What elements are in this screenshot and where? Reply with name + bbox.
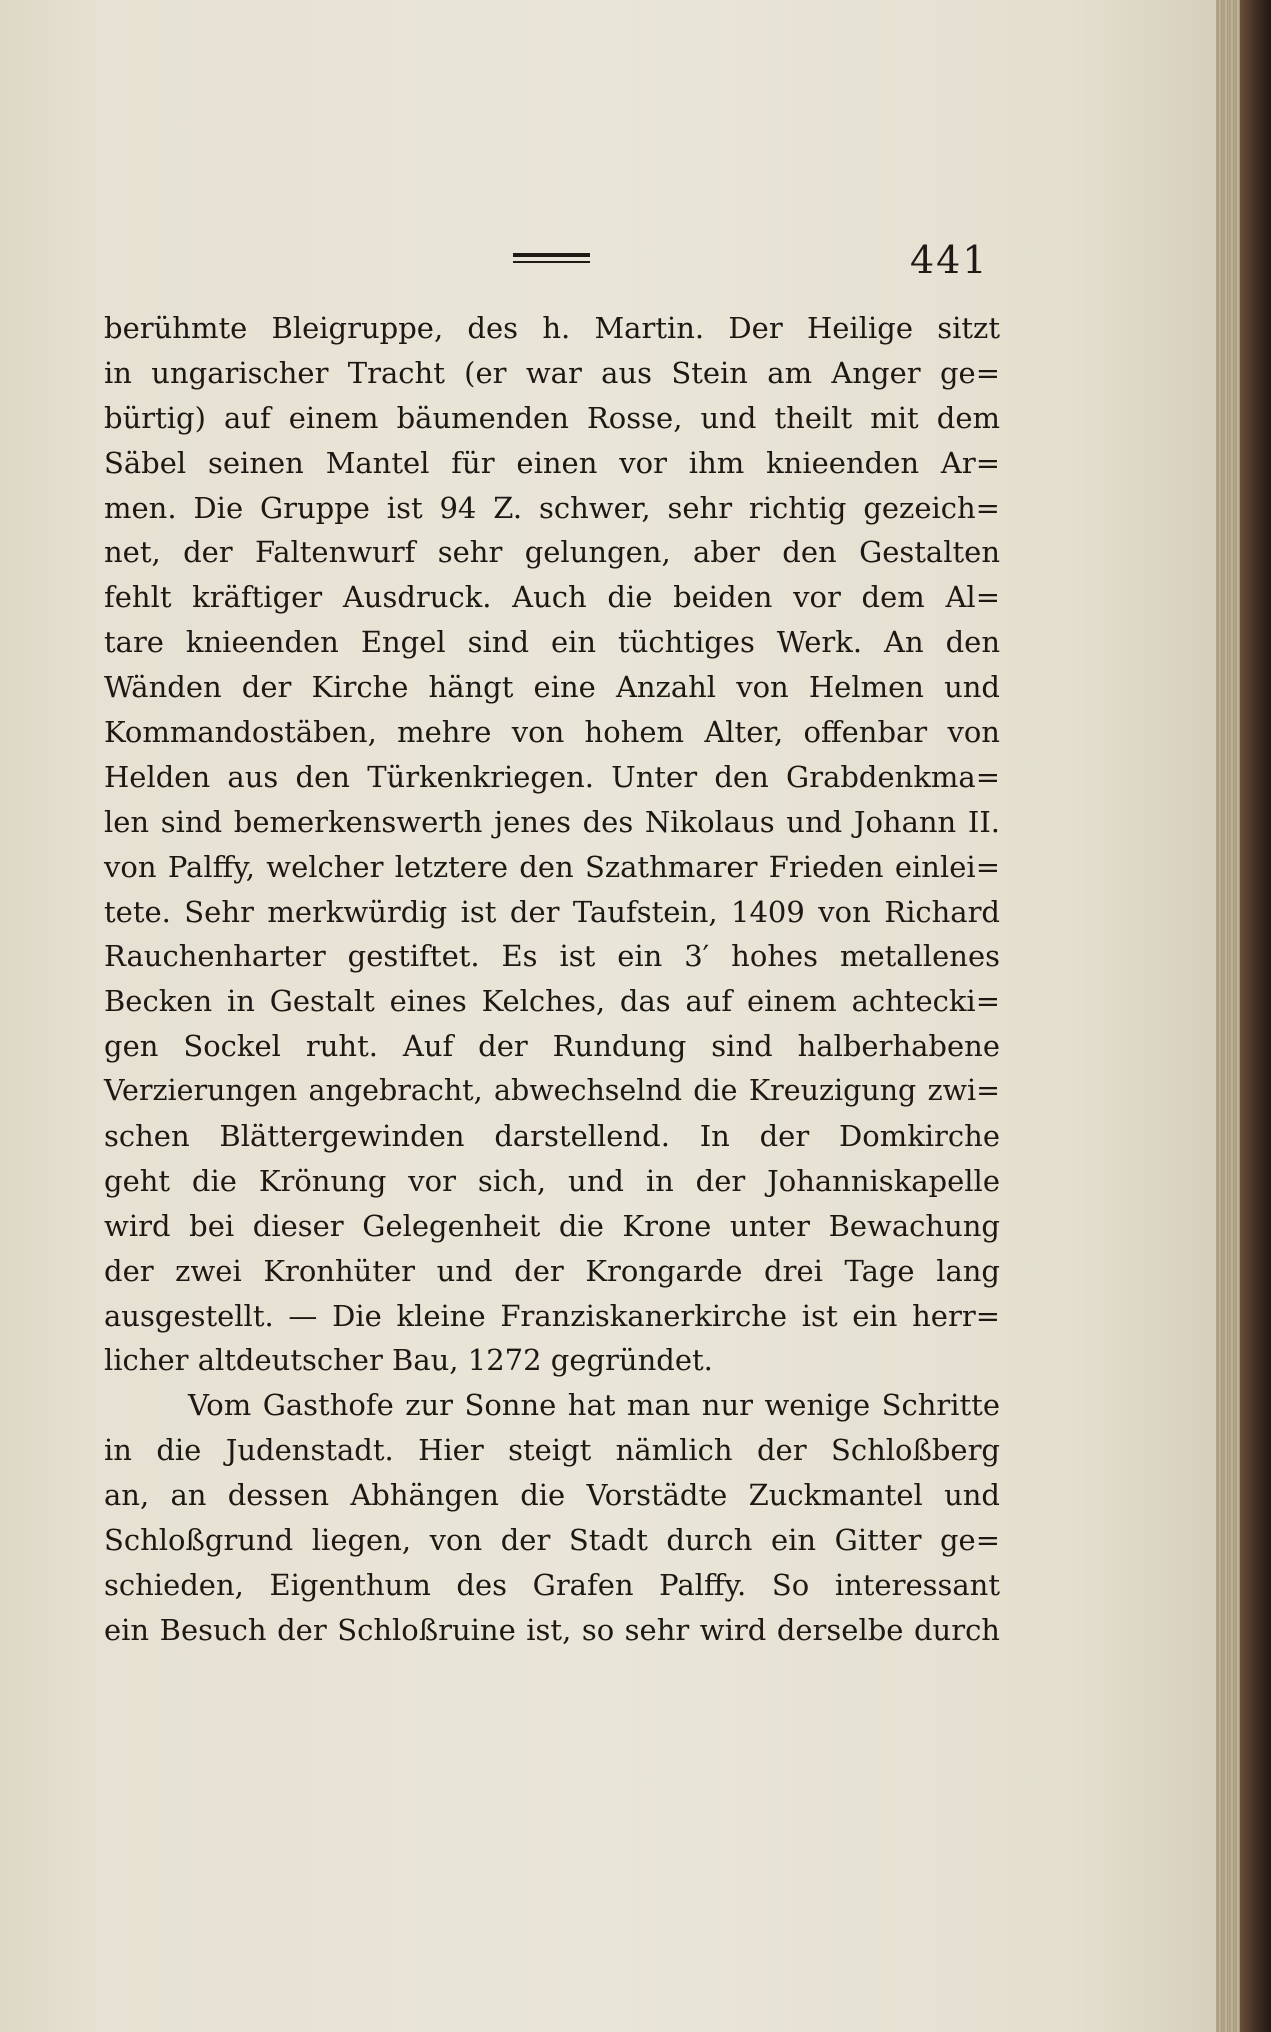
text-line: men. Die Gruppe ist 94 Z. schwer, sehr richtig gezeich= (104, 490, 1000, 525)
text-line: len sind bemerkenswerth jenes des Nikolaus und Johann II. (104, 804, 1000, 839)
text-line: fehlt kräftiger Ausdruck. Auch die beiden vor dem Al= (104, 580, 1000, 615)
text-line: licher altdeutscher Bau, 1272 gegründet. (104, 1343, 713, 1378)
page-number: 441 (910, 238, 989, 282)
text-line: Säbel seinen Mantel für einen vor ihm knieenden Ar= (104, 445, 1000, 480)
text-line: an, an dessen Abhängen die Vorstädte Zuckmantel und (104, 1478, 1000, 1513)
text-line: Vom Gasthofe zur Sonne hat man nur wenige Schritte (188, 1388, 1000, 1423)
rule-line-thin (513, 261, 590, 263)
text-line: ausgestellt. — Die kleine Franziskanerkirche ist ein herr= (104, 1298, 1000, 1333)
text-line: Becken in Gestalt eines Kelches, das auf einem achtecki= (104, 984, 1000, 1019)
text-line: tare knieenden Engel sind ein tüchtiges Werk. An den (104, 625, 1000, 660)
text-line: Wänden der Kirche hängt eine Anzahl von Helmen und (104, 670, 1000, 705)
paragraph (104, 1383, 1000, 1652)
paragraph (104, 306, 1000, 1383)
text-line: wird bei dieser Gelegenheit die Krone unter Bewachung (104, 1208, 1000, 1243)
text-line: ein Besuch der Schloßruine ist, so sehr wird derselbe durch (104, 1612, 1000, 1647)
text-line: in die Judenstadt. Hier steigt nämlich der Schloßberg (104, 1433, 1000, 1468)
text-line: geht die Krönung vor sich, und in der Johanniskapelle (104, 1163, 1000, 1198)
text-line: Kommandostäben, mehre von hohem Alter, offenbar von (104, 715, 1000, 750)
text-line: Schloßgrund liegen, von der Stadt durch ein Gitter ge= (104, 1523, 1000, 1558)
text-line: tete. Sehr merkwürdig ist der Taufstein, 1409 von Richard (104, 894, 1000, 929)
text-line: der zwei Kronhüter und der Krongarde drei Tage lang (104, 1253, 1000, 1288)
text-line: von Palffy, welcher letztere den Szathmarer Frieden einlei= (104, 849, 1000, 884)
book-binding (1240, 0, 1271, 2032)
text-line: bürtig) auf einem bäumenden Rosse, und theilt mit dem (104, 400, 1000, 435)
text-line: schen Blättergewinden darstellend. In der Domkirche (104, 1119, 1000, 1154)
body-text (104, 306, 1000, 1653)
header-rule-ornament (513, 251, 590, 267)
text-line: schieden, Eigenthum des Grafen Palffy. So interessant (104, 1567, 1000, 1602)
text-line: gen Sockel ruht. Auf der Rundung sind halberhabene (104, 1029, 1000, 1064)
rule-line-thick (513, 253, 590, 257)
text-line: net, der Faltenwurf sehr gelungen, aber den Gestalten (104, 535, 1000, 570)
text-line: Rauchenharter gestiftet. Es ist ein 3′ hohes metallenes (104, 939, 1000, 974)
text-line: Verzierungen angebracht, abwechselnd die Kreuzigung zwi= (104, 1074, 1000, 1108)
text-line: berühmte Bleigruppe, des h. Martin. Der Heilige sitzt (104, 311, 1000, 345)
text-line: Helden aus den Türkenkriegen. Unter den Grabdenkma= (104, 759, 1000, 794)
text-line: in ungarischer Tracht (er war aus Stein am Anger ge= (104, 355, 1000, 390)
